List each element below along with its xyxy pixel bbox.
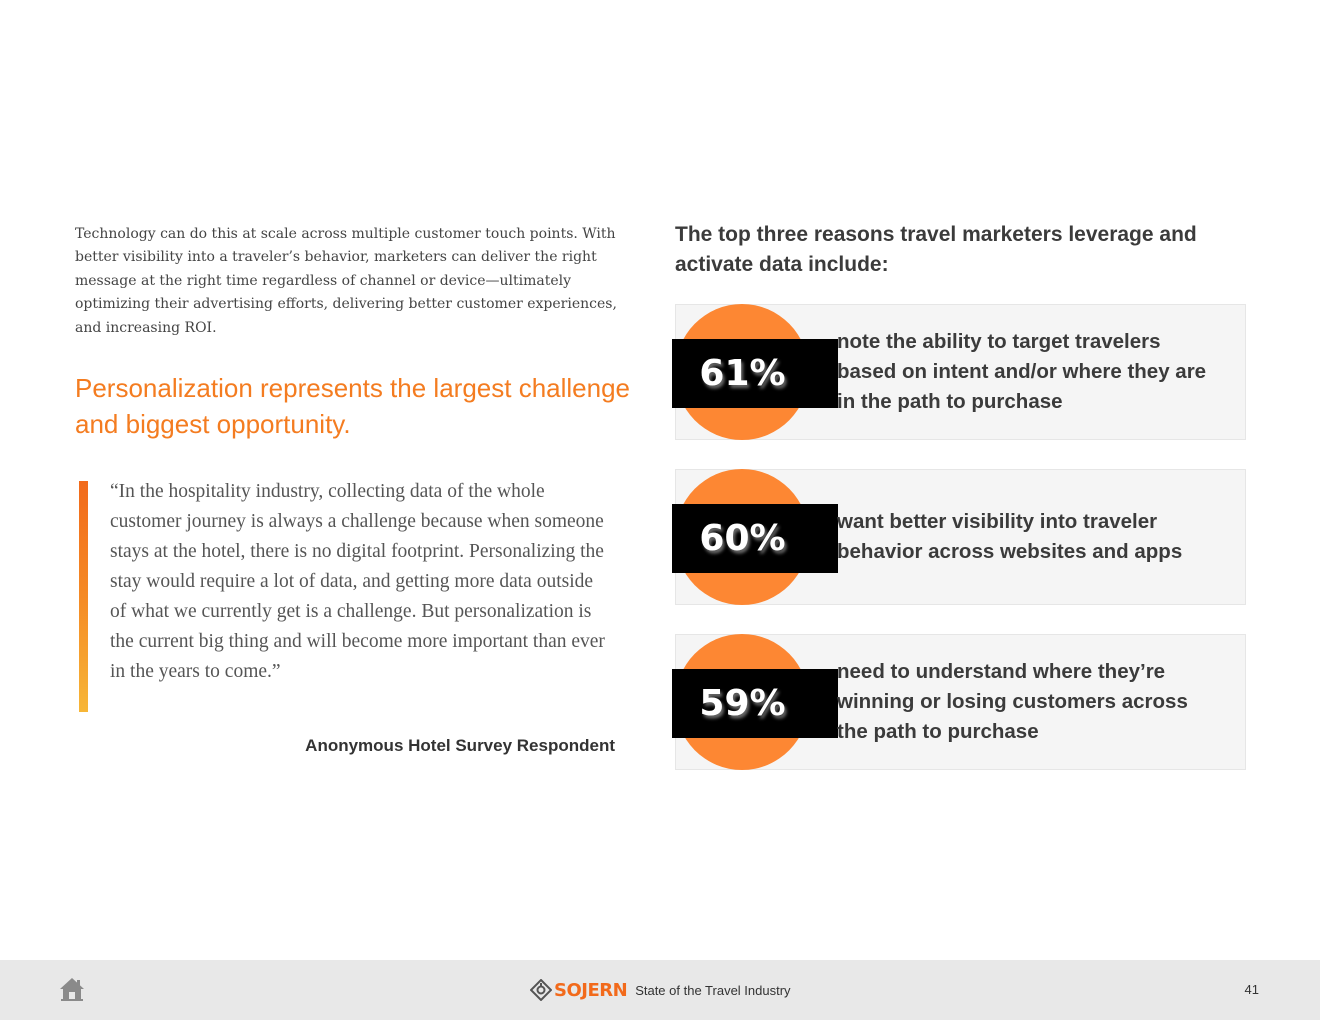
stat-description: need to understand where they’re winning or losing customers across the path to purchase <box>837 660 1188 743</box>
page-number: 41 <box>1244 982 1259 997</box>
stat-percent: 60% <box>699 518 786 559</box>
home-icon[interactable] <box>59 976 85 1002</box>
stat-card-3 <box>675 634 1245 769</box>
reasons-heading: The top three reasons travel marketers leverage and activate data include: <box>675 223 1197 276</box>
page-footer <box>0 960 1320 1020</box>
quote-accent-bar <box>79 481 88 712</box>
stat-description: note the ability to target travelers based on intent and/or where they are in the path to purchase <box>837 330 1207 413</box>
stat-description: want better visibility into traveler behavior across websites and apps <box>837 510 1183 563</box>
quote-text: “In the hospitality industry, collecting data of the whole customer journey is always a challenge because when someone stays at the hotel, there is no digital footprint. Personalizing the stay would require a lot of data, and getting more data outside of what we currently get is a challenge. But personalization is the current big thing and will become more important than ever in the years to come.” <box>110 481 605 682</box>
intro-paragraph: Technology can do this at scale across multiple customer touch points. With better visibility into a traveler’s behavior, marketers can deliver the right message at the right time regardless of channel or device—ultimately optimizing their advertising efforts, delivering better customer experiences, and increasing ROI. <box>75 226 617 336</box>
sojern-logo-icon <box>530 979 552 1001</box>
stat-card-2 <box>675 469 1245 604</box>
quote-attribution: Anonymous Hotel Survey Respondent <box>305 736 615 755</box>
stat-percent: 61% <box>699 353 786 394</box>
brand-logo <box>530 978 791 1002</box>
stat-card-1 <box>675 304 1245 439</box>
brand-name: SOJERN <box>554 979 628 1001</box>
section-headline: Personalization represents the largest challenge and biggest opportunity. <box>75 373 631 439</box>
stat-percent: 59% <box>699 683 786 724</box>
report-title: State of the Travel Industry <box>635 982 791 998</box>
